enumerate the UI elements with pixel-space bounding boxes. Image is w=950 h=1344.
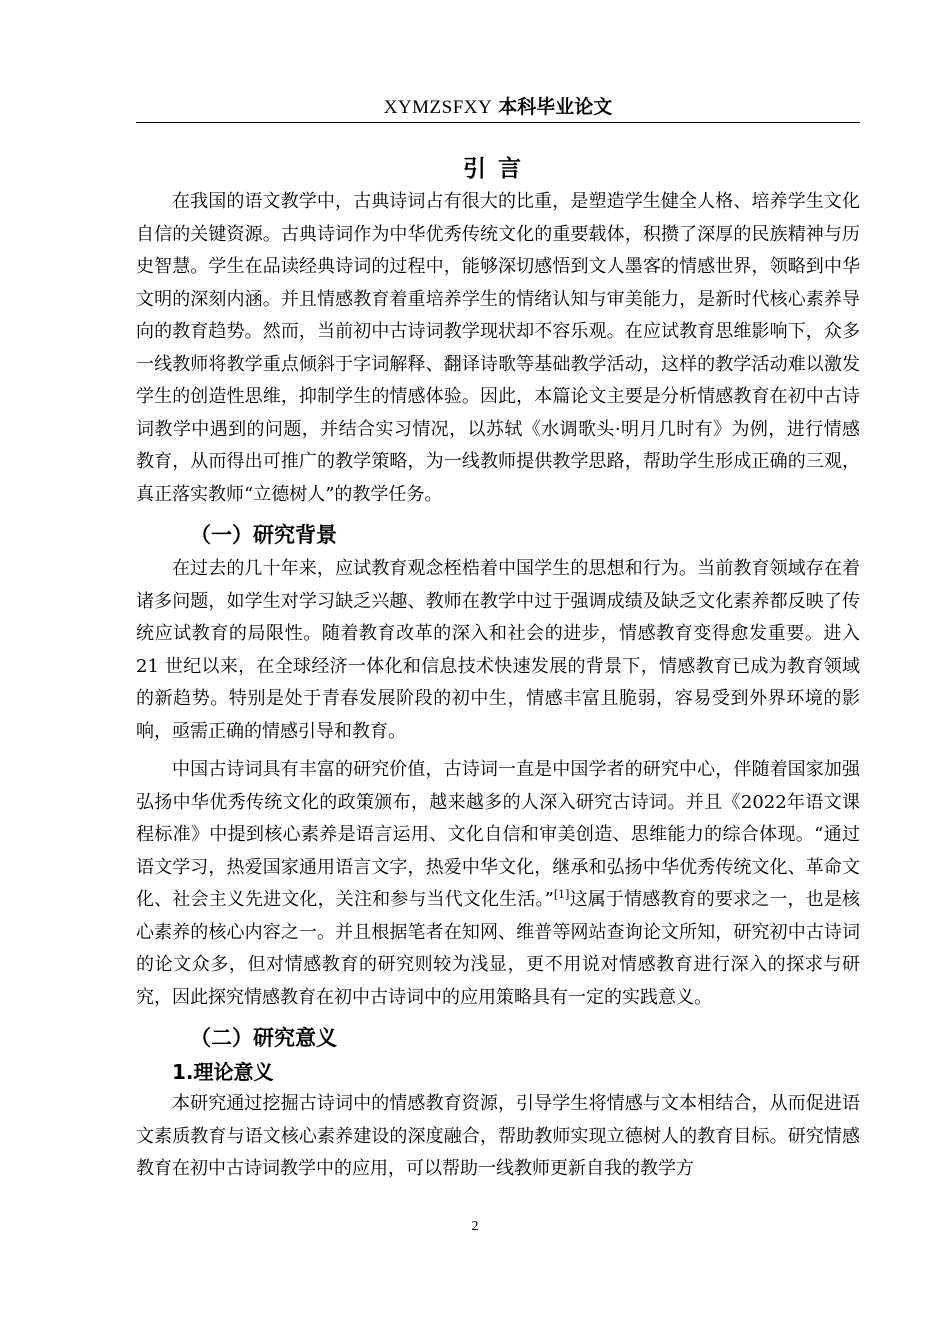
citation-ref: [1] xyxy=(553,888,570,901)
theory-paragraph: 本研究通过挖掘古诗词中的情感教育资源，引导学生将情感与文本相结合，从而促进语文素质教育与语文核心素养建设的深度融合，帮助教师实现立德树人的教育目标。研究情感教育在初中古诗词教学中的应用，可以帮助一线教师更新自我的教学方 xyxy=(136,1093,860,1179)
document-body xyxy=(136,152,860,1186)
header-label: 本科毕业论文 xyxy=(498,96,613,118)
intro-paragraph: 在我国的语文教学中，古典诗词占有很大的比重，是塑造学生健全人格、培养学生文化自信的关键资源。古典诗词作为中华优秀传统文化的重要载体，积攒了深厚的民族精神与历史智慧。学生在品读经典诗词的过程中，能够深切感悟到文人墨客的情感世界，领略到中华文明的深刻内涵。并且情感教育着重培养学生的情绪认知与审美能力，是新时代核心素养导向的教育趋势。然而，当前初中古诗词教学现状却不容乐观。在应试教育思维影响下，众多一线教师将教学重点倾斜于字词解释、翻译诗歌等基础教学活动，这样的教学活动难以激发学生的创造性思维，抑制学生的情感体验。因此，本篇论文主要是分析情感教育在初中古诗词教学中遇到的问题，并结合实习情况，以苏轼《水调歌头·明月几时有》为例，进行情感教育，从而得出可推广的教学策略，为一线教师提供教学思路，帮助学生形成正确的三观，真正落实教师“立德树人”的教学任务。 xyxy=(136,191,860,505)
background-paragraph-1: 在过去的几十年来，应试教育观念桎梏着中国学生的思想和行为。当前教育领域存在着诸多问题，如学生对学习缺乏兴趣、教师在教学中过于强调成绩及缺乏文化素养都反映了传统应试教育的局限性。随着教育改革的深入和社会的进步，情感教育变得愈发重要。进入 21 世纪以来，在全球经济一体化和信息技术快速发展的背景下，情感教育已成为教育领域的新趋势。特别是处于青春发展阶段的初中生，情感丰富且脆弱，容易受到外界环境的影响，亟需正确的情感引导和教育。 xyxy=(136,558,860,742)
section-heading-significance: （二）研究意义 xyxy=(190,1026,337,1050)
section-heading-background: （一）研究背景 xyxy=(190,523,337,547)
background-paragraph-2-part-a: 中国古诗词具有丰富的研究价值，古诗词一直是中国学者的研究中心，伴随着国家加强弘扬中华优秀传统文化的政策颁布，越来越多的人深入研究古诗词。并且《2022年语文课程标准》中提到核心素养是语言运用、文化自信和审美创造、思维能力的综合体现。“通过语文学习，热爱国家通用语言文字，热爱中华文化，继承和弘扬中华优秀传统文化、革命文化、社会主义先进文化，关注和参与当代文化生活。” xyxy=(136,759,860,910)
subsection-heading-theory: 1.理论意义 xyxy=(172,1060,274,1084)
header-divider xyxy=(136,122,860,123)
page-header xyxy=(136,94,860,121)
page-number: 2 xyxy=(471,1219,479,1234)
background-paragraph-2 xyxy=(136,754,860,1014)
background-paragraph-2-part-b: 这属于情感教育的要求之一，也是核心素养的核心内容之一。并且根据笔者在知网、维普等网站查询论文所知，研究初中古诗词的论文众多，但对情感教育的研究则较为浅显，更不用说对情感教育进行深入的探求与研究，因此探究情感教育在初中古诗词中的应用策略具有一定的实践意义。 xyxy=(136,889,860,1008)
header-code: XYMZSFXY xyxy=(383,97,493,118)
page-title: 引言 xyxy=(463,156,533,182)
